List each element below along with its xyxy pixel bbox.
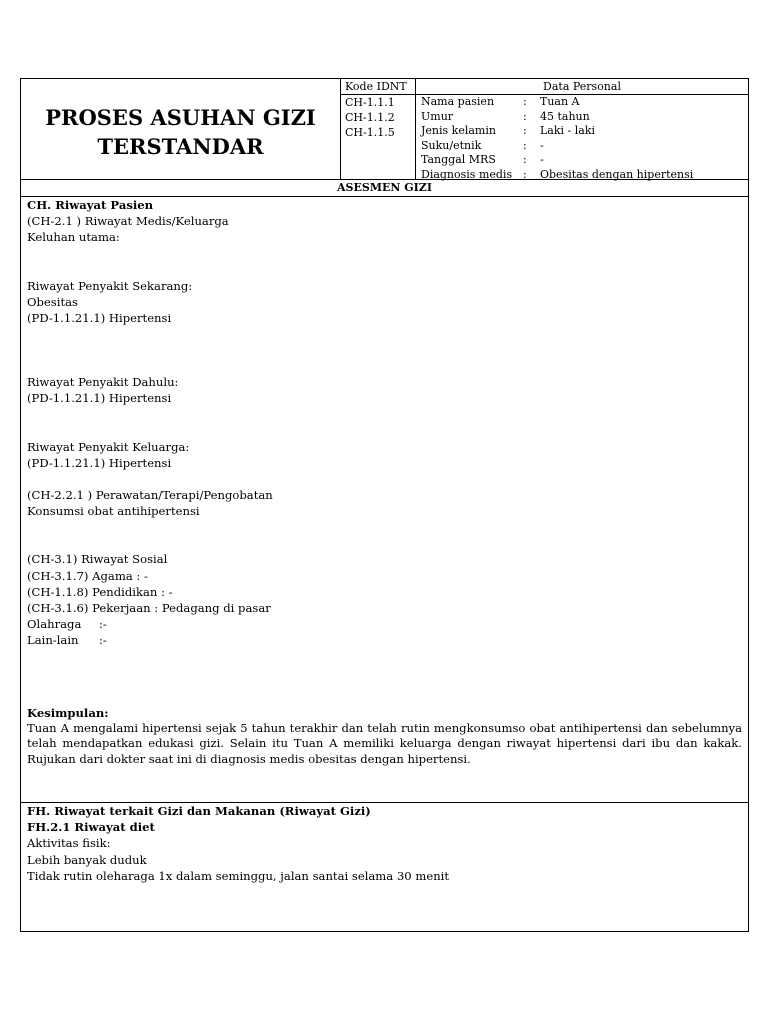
occupation-item: (CH-3.1.6) Pekerjaan : Pedagang di pasar [27, 601, 271, 616]
sport-item [27, 616, 742, 632]
title-line-2: TERSTANDAR [97, 134, 264, 159]
sport-label: Olahraga [27, 617, 82, 632]
document-title [21, 79, 341, 179]
personal-row [416, 153, 748, 168]
conclusion-label: Kesimpulan: [27, 705, 109, 720]
personal-colon: : [523, 95, 527, 108]
code-row: CH-1.1.1 [345, 96, 395, 109]
personal-colon: : [523, 153, 527, 167]
current-illness-item: (PD-1.1.21.1) Hipertensi [27, 311, 172, 326]
personal-label: Jenis kelamin [421, 124, 496, 138]
other-item [27, 632, 742, 648]
document-page [20, 78, 749, 932]
personal-row [416, 124, 748, 139]
personal-label: Suku/etnik [421, 138, 482, 152]
social-history-label: (CH-3.1) Riwayat Sosial [27, 552, 168, 567]
personal-value: Obesitas dengan hipertensi [540, 167, 694, 181]
personal-data-header: Data Personal [416, 79, 748, 95]
personal-value: - [540, 138, 544, 152]
code-row: CH-1.1.5 [345, 126, 395, 139]
personal-label: Tanggal MRS [421, 153, 496, 167]
personal-row [416, 95, 748, 110]
medical-history-label: (CH-2.1 ) Riwayat Medis/Keluarga [27, 214, 229, 229]
asesmen-gizi-title: ASESMEN GIZI [20, 180, 749, 197]
header-table [20, 78, 749, 180]
code-row: CH-1.1.2 [345, 111, 395, 124]
main-complaint-label: Keluhan utama: [27, 230, 120, 245]
personal-label: Umur [421, 109, 454, 123]
personal-colon: : [523, 109, 527, 123]
personal-row [416, 110, 748, 125]
family-illness-item: (PD-1.1.21.1) Hipertensi [27, 455, 172, 470]
diet-history-section [20, 803, 749, 932]
fh-heading: FH. Riwayat terkait Gizi dan Makanan (Riwayat Gizi) [27, 804, 371, 818]
personal-value: Tuan A [540, 95, 580, 108]
title-line-1: PROSES ASUHAN GIZI [45, 105, 316, 130]
current-illness-item: Obesitas [27, 294, 78, 309]
patient-history-section [20, 197, 749, 803]
personal-value: - [540, 153, 544, 167]
personal-label: Diagnosis medis [421, 167, 513, 181]
personal-label: Nama pasien [421, 95, 495, 108]
conclusion-text: Tuan A mengalami hipertensi sejak 5 tahun terakhir dan telah rutin mengkonsumso obat antihipertensi dan sebelumnya telah mendapatkan edukasi gizi. Selain itu Tuan A memiliki keluarga dengan riwayat hipertensi dari ibu dan kakak. Rujukan dari dokter saat ini di diagnosis medis obesitas dengan hipertensi. [27, 720, 742, 767]
personal-colon: : [523, 124, 527, 138]
physical-activity-item: Tidak rutin oleharaga 1x dalam seminggu, jalan santai selama 30 menit [27, 868, 450, 883]
other-label: Lain-lain [27, 633, 79, 648]
sport-value: :- [99, 617, 107, 632]
ch-heading: CH. Riwayat Pasien [27, 198, 154, 212]
personal-value: Laki - laki [540, 124, 596, 138]
personal-row [416, 139, 748, 154]
personal-colon: : [523, 167, 527, 181]
code-column [341, 79, 416, 179]
treatment-label: (CH-2.2.1 ) Perawatan/Terapi/Pengobatan [27, 488, 273, 503]
education-item: (CH-1.1.8) Pendidikan : - [27, 584, 173, 599]
family-illness-label: Riwayat Penyakit Keluarga: [27, 439, 190, 454]
physical-activity-item: Lebih banyak duduk [27, 852, 147, 867]
other-value: :- [99, 633, 107, 648]
personal-row [416, 168, 748, 183]
physical-activity-label: Aktivitas fisik: [27, 836, 111, 851]
personal-value: 45 tahun [540, 109, 590, 123]
past-illness-item: (PD-1.1.21.1) Hipertensi [27, 391, 172, 406]
code-header: Kode IDNT [341, 79, 415, 95]
religion-item: (CH-3.1.7) Agama : - [27, 568, 148, 583]
personal-colon: : [523, 138, 527, 152]
personal-data-column [416, 79, 748, 179]
past-illness-label: Riwayat Penyakit Dahulu: [27, 375, 179, 390]
current-illness-label: Riwayat Penyakit Sekarang: [27, 278, 193, 293]
diet-history-subheading: FH.2.1 Riwayat diet [27, 820, 155, 835]
treatment-item: Konsumsi obat antihipertensi [27, 504, 200, 519]
